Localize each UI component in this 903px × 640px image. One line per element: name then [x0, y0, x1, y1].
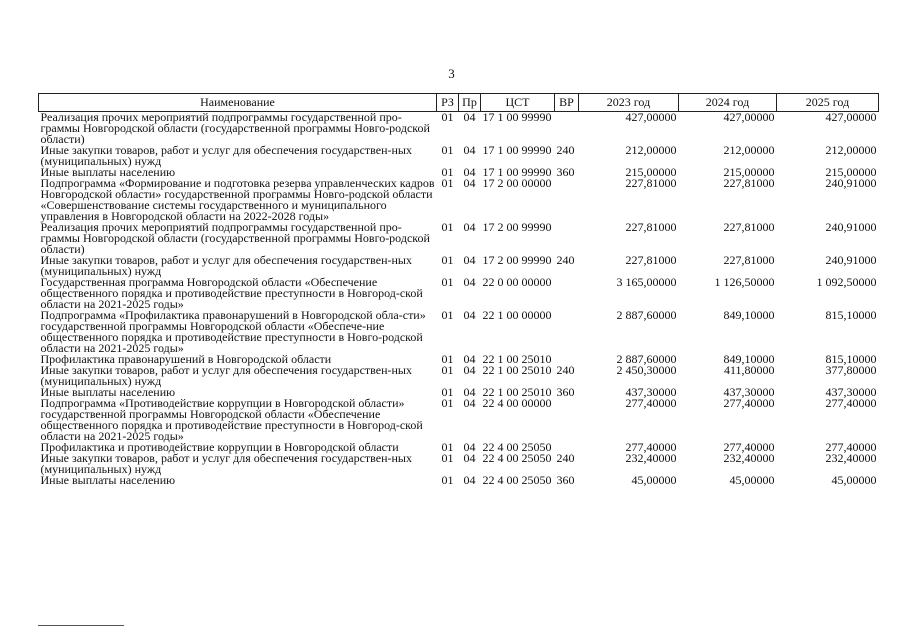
row-2023: 2 450,30000: [616, 363, 677, 377]
row-2024: 427,00000: [723, 110, 775, 124]
row-cst: 22 1 00 00000: [482, 308, 552, 322]
row-name: Подпрограмма «Профилактика правонарушений в Новгородской обла-сти» государственной программы Новгородской области «Обеспече-ние общественного порядка и противодействие преступности в Новго-родской области на 2021-2025 годы»: [40, 308, 426, 355]
row-rz: 01: [441, 473, 454, 487]
header-cst: ЦСТ: [481, 94, 555, 112]
row-2023: 215,00000: [625, 165, 677, 179]
row-rz: 01: [441, 396, 454, 410]
row-pr: 04: [463, 440, 476, 454]
row-rz: 01: [441, 176, 454, 190]
row-2025: 277,40000: [825, 396, 877, 410]
row-2023: 212,00000: [625, 143, 677, 157]
row-name: Профилактика и противодействие коррупции в Новгородской области: [40, 440, 399, 454]
row-2024: 437,30000: [723, 385, 775, 399]
row-rz: 01: [441, 440, 454, 454]
row-cst: 22 1 00 25010: [482, 385, 552, 399]
row-2023: 3 165,00000: [616, 275, 677, 289]
row-pr: 04: [463, 110, 476, 124]
row-name: Реализация прочих мероприятий подпрограммы государственной про-граммы Новгородской области (государственной программы Новго-родской области): [40, 110, 430, 146]
row-rz: 01: [441, 253, 454, 267]
row-name: Профилактика правонарушений в Новгородской области: [40, 352, 332, 366]
row-rz: 01: [441, 363, 454, 377]
row-rz: 01: [441, 165, 454, 179]
row-pr: 04: [463, 308, 476, 322]
row-vr: 240: [556, 451, 575, 465]
row-2025: 240,91000: [825, 253, 877, 267]
row-2025: 212,00000: [825, 143, 877, 157]
row-vr: 360: [556, 385, 575, 399]
row-pr: 04: [463, 385, 476, 399]
row-pr: 04: [463, 165, 476, 179]
row-2024: 277,40000: [723, 396, 775, 410]
row-vr: 240: [556, 143, 575, 157]
row-name: Иные выплаты населению: [40, 385, 176, 399]
row-pr: 04: [463, 363, 476, 377]
row-rz: 01: [441, 275, 454, 289]
row-2024: 277,40000: [723, 440, 775, 454]
row-vr: [555, 112, 579, 146]
row-cst: 22 1 00 25010: [482, 363, 552, 377]
table-header-row: [39, 94, 879, 112]
table-row: [39, 145, 879, 167]
row-2024: 227,81000: [723, 220, 775, 234]
row-vr: 240: [556, 363, 575, 377]
row-2023: 277,40000: [625, 396, 677, 410]
row-name: Иные выплаты населению: [40, 165, 176, 179]
row-2024: 849,10000: [723, 352, 775, 366]
row-2024: 227,81000: [723, 176, 775, 190]
footnote-rule: [38, 625, 124, 626]
row-rz: 01: [441, 308, 454, 322]
row-2023: 45,00000: [631, 473, 677, 487]
row-cst: 17 2 00 00000: [482, 176, 552, 190]
table-row: [39, 255, 879, 277]
row-pr: 04: [463, 451, 476, 465]
row-name: Подпрограмма «Формирование и подготовка резерва управленческих кадров Новгородской области» государственной программы Новго-родской области «Совершенствование системы государственного и муниципального управления в Новгородской области на 2022-2028 годы»: [40, 176, 435, 223]
row-cst: 17 2 00 99990: [482, 220, 552, 234]
row-cst: 22 4 00 25050: [482, 440, 552, 454]
table-row: [39, 453, 879, 475]
table-row: [39, 365, 879, 387]
table-row: [39, 112, 879, 146]
row-2023: 2 887,60000: [616, 308, 677, 322]
row-cst: 17 1 00 99990: [482, 165, 552, 179]
row-name: Иные закупки товаров, работ и услуг для обеспечения государствен-ных (муниципальных) нужд: [40, 363, 412, 388]
row-2024: 45,00000: [729, 473, 775, 487]
row-2024: 411,80000: [723, 363, 775, 377]
row-pr: 04: [463, 143, 476, 157]
row-2024: 212,00000: [723, 143, 775, 157]
row-2023: 437,30000: [625, 385, 677, 399]
row-name: Государственная программа Новгородской области «Обеспечение общественного порядка и противодействие преступности в Новгород-ской области на 2021-2025 годы»: [40, 275, 423, 311]
row-vr: [555, 222, 579, 255]
row-2025: 215,00000: [825, 165, 877, 179]
row-2025: 1 092,50000: [816, 275, 877, 289]
row-2025: 277,40000: [825, 440, 877, 454]
row-rz: 01: [441, 110, 454, 124]
row-2025: 377,80000: [825, 363, 877, 377]
budget-table: [38, 93, 879, 486]
row-vr: [555, 310, 579, 354]
row-2025: 45,00000: [831, 473, 877, 487]
header-rz: РЗ: [437, 94, 459, 112]
row-name: Реализация прочих мероприятий подпрограммы государственной про-граммы Новгородской области (государственной программы Новго-родской области): [40, 220, 430, 256]
row-cst: 22 4 00 00000: [482, 396, 552, 410]
row-cst: 22 4 00 25050: [482, 473, 552, 487]
row-pr: 04: [463, 275, 476, 289]
row-pr: 04: [463, 253, 476, 267]
header-2023: 2023 год: [579, 94, 679, 112]
page-number: 3: [448, 66, 455, 81]
row-name: Иные закупки товаров, работ и услуг для обеспечения государствен-ных (муниципальных) нужд: [40, 143, 412, 168]
row-rz: 01: [441, 143, 454, 157]
row-pr: 04: [463, 473, 476, 487]
row-2025: 232,40000: [825, 451, 877, 465]
row-2024: 1 126,50000: [714, 275, 775, 289]
row-rz: 01: [441, 385, 454, 399]
row-2023: 227,81000: [625, 176, 677, 190]
row-pr: 04: [463, 220, 476, 234]
row-cst: 22 4 00 25050: [482, 451, 552, 465]
row-2023: 277,40000: [625, 440, 677, 454]
row-2024: 215,00000: [723, 165, 775, 179]
row-rz: 01: [441, 451, 454, 465]
row-2025: 240,91000: [825, 176, 877, 190]
row-vr: 360: [556, 473, 575, 487]
table-row: [39, 222, 879, 255]
row-pr: 04: [463, 396, 476, 410]
row-2023: 2 887,60000: [616, 352, 677, 366]
table-row: [39, 398, 879, 442]
table-row: [39, 178, 879, 222]
row-2023: 227,81000: [625, 220, 677, 234]
header-2025: 2025 год: [777, 94, 879, 112]
row-cst: 22 0 00 00000: [482, 275, 552, 289]
row-2024: 232,40000: [723, 451, 775, 465]
row-2024: 849,10000: [723, 308, 775, 322]
header-pr: Пр: [459, 94, 481, 112]
row-vr: [555, 277, 579, 310]
header-name: Наименование: [39, 94, 437, 112]
row-rz: 01: [441, 352, 454, 366]
row-2024: 227,81000: [723, 253, 775, 267]
row-cst: 22 1 00 25010: [482, 352, 552, 366]
row-name: Иные закупки товаров, работ и услуг для обеспечения государствен-ных (муниципальных) нужд: [40, 253, 412, 278]
row-2023: 227,81000: [625, 253, 677, 267]
header-2024: 2024 год: [679, 94, 777, 112]
header-vr: ВР: [555, 94, 579, 112]
row-vr: 360: [556, 165, 575, 179]
row-2025: 815,10000: [825, 308, 877, 322]
table-row: [39, 310, 879, 354]
row-2023: 232,40000: [625, 451, 677, 465]
row-cst: 17 1 00 99990: [482, 110, 552, 124]
row-cst: 17 2 00 99990: [482, 253, 552, 267]
table-row: [39, 475, 879, 486]
row-2023: 427,00000: [625, 110, 677, 124]
row-vr: [555, 398, 579, 442]
row-rz: 01: [441, 220, 454, 234]
row-2025: 815,10000: [825, 352, 877, 366]
row-pr: 04: [463, 352, 476, 366]
row-vr: [555, 178, 579, 222]
row-vr: 240: [556, 253, 575, 267]
table-row: [39, 277, 879, 310]
row-name: Иные закупки товаров, работ и услуг для обеспечения государствен-ных (муниципальных) нужд: [40, 451, 412, 476]
row-name: Иные выплаты населению: [40, 473, 176, 487]
row-pr: 04: [463, 176, 476, 190]
row-2025: 437,30000: [825, 385, 877, 399]
row-2025: 240,91000: [825, 220, 877, 234]
row-name: Подпрограмма «Противодействие коррупции в Новгородской области» государственной программы Новгородской области «Обеспечение общественного порядка и противодействие преступности в Новгород-ской области на 2021-2025 годы»: [40, 396, 423, 443]
row-cst: 17 1 00 99990: [482, 143, 552, 157]
row-2025: 427,00000: [825, 110, 877, 124]
